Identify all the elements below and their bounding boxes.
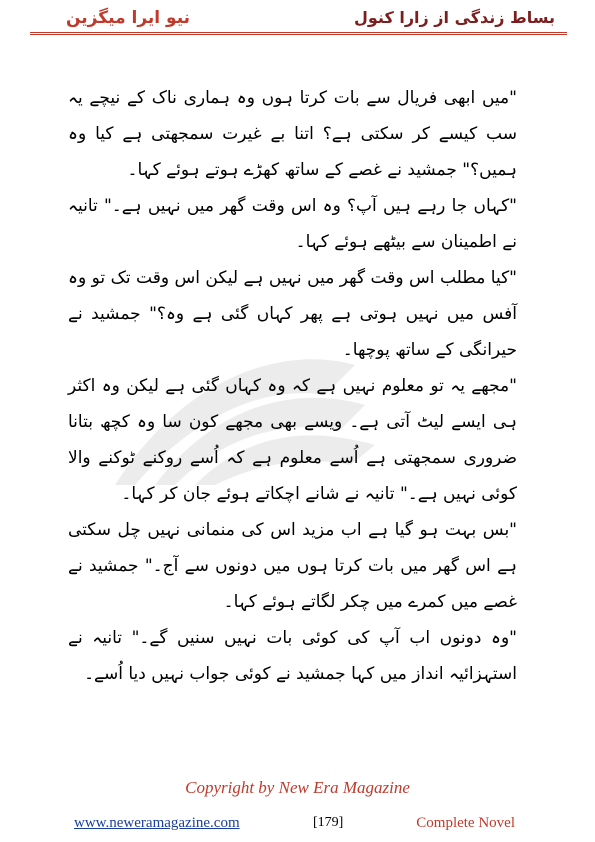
page-header	[40, 4, 555, 32]
novel-text	[68, 80, 517, 692]
paragraph: "وہ دونوں اب آپ کی کوئی بات نہیں سنیں گے۔" تانیہ نے استہزائیہ انداز میں کہا جمشید نے کوئی جواب نہیں دیا اُسے۔	[68, 628, 517, 684]
header-divider	[30, 32, 567, 35]
copyright-notice: Copyright by New Era Magazine	[185, 778, 410, 797]
paragraph: "کیا مطلب اس وقت گھر میں نہیں ہے لیکن اس وقت تک تو وہ آفس میں نہیں ہوتی ہے پھر کہاں گئی ہے وہ؟" جمشید نے حیرانگی کے ساتھ پوچھا۔	[68, 268, 517, 360]
page-number: [179]	[313, 815, 344, 830]
paragraph: "کہاں جا رہے ہیں آپ؟ وہ اس وقت گھر میں نہیں ہے۔" تانیہ نے اطمینان سے بیٹھے ہوئے کہا۔	[68, 196, 517, 252]
paragraph: "میں ابھی فریال سے بات کرتا ہوں وہ ہماری ناک کے نیچے یہ سب کیسے کر سکتی ہے؟ اتنا بے غیرت سمجھتی ہے کیا وہ ہمیں؟" جمشید نے غصے کے ساتھ کھڑے ہوتے ہوئے کہا۔	[68, 88, 517, 180]
website-link[interactable]: www.neweramagazine.com	[74, 815, 240, 831]
paragraph: "بس بہت ہو گیا ہے اب مزید اس کی منمانی نہیں چل سکتی ہے اس گھر میں بات کرتا ہوں میں دونوں سے آج۔" جمشید نے غصے میں کمرے میں چکر لگاتے ہوئے کہا۔	[68, 520, 517, 612]
magazine-title: نیو ایرا میگزین	[66, 8, 191, 28]
complete-novel-label: Complete Novel	[416, 815, 515, 831]
paragraph: "مجھے یہ تو معلوم نہیں ہے کہ وہ کہاں گئی ہے لیکن وہ اکثر ہی ایسے لیٹ آتی ہے۔ ویسے بھی مجھے کون سا وہ کچھ بتانا ضروری سمجھتی ہے اُسے معلوم ہے کہ اُسے روکنے ٹوکنے والا کوئی نہیں ہے۔" تانیہ نے شانے اچکاتے ہوئے جان کر کہا۔	[68, 376, 517, 504]
novel-title: بساط زندگی از زارا کنول	[354, 8, 555, 27]
